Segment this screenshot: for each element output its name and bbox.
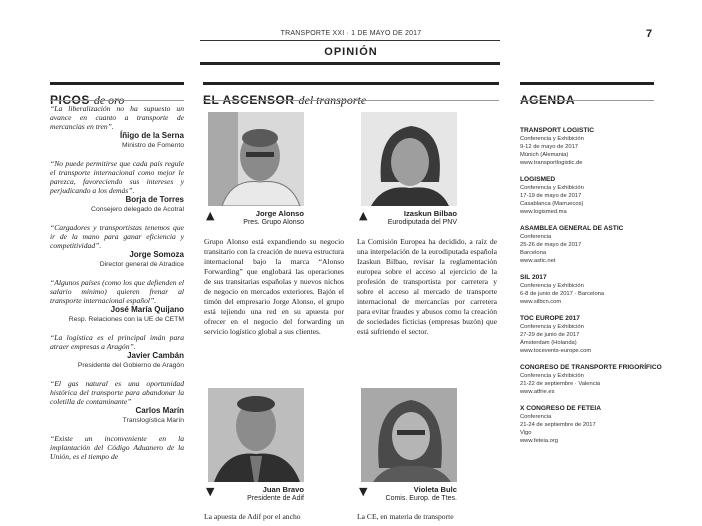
event-detail: 6-8 de junio de 2017 · Barcelona (520, 291, 605, 297)
event-detail: Conferencia y Exhibición (520, 373, 584, 379)
event-link[interactable]: www.atfrie.es (520, 389, 555, 395)
quote-item (50, 379, 184, 425)
publication-line: TRANSPORTE XXI · 1 DE MAYO DE 2017 (280, 30, 422, 37)
event-name: TRANSPORT LOGISTIC (520, 127, 594, 134)
article-text: La Comisión Europea ha decidido, a raíz de una interpelación de la eurodiputada española Izaskun Bilbao, revisar la reglamentación europea sobre el acceso al ejercicio de la profesión de transportista por carretera y sobre el acceso al mercado de transporte internacional de mercancías por carretera para evitar fraudes y abusos como la creación de sociedades ficticias (empresas buzón) que está sufriendo el sector. (357, 237, 497, 336)
event-detail: 25-26 de mayo de 2017 (520, 242, 582, 248)
page-number: 7 (646, 28, 653, 40)
quote-author: Borja de Torres (125, 195, 184, 204)
person-name: Juan Bravo (262, 485, 304, 494)
agenda-heading (520, 82, 654, 109)
izaskun-bilbao-photo (361, 112, 457, 206)
picos-quotes (50, 104, 184, 470)
event-detail: Barcelona (520, 250, 547, 256)
quote-author: José María Quijano (110, 305, 184, 314)
quote-role: Presidente del Gobierno de Aragón (77, 362, 184, 369)
person-role: Eurodiputada del PNV (387, 219, 457, 226)
event-name: CONGRESO DE TRANSPORTE FRIGORÍFICO (520, 364, 662, 371)
event-detail: Vigo (520, 430, 532, 436)
article-text: La CE, en materia de transporte (357, 512, 454, 521)
person-role: Presidente de Adif (247, 495, 304, 502)
agenda-event (520, 273, 680, 306)
quote-text: “La liberalización no ha supuesto un avance en cuanto a transporte de mercancías en tren”. (50, 104, 184, 131)
person-name: Jorge Alonso (255, 209, 304, 218)
event-detail: Múnich (Alemania) (520, 152, 569, 158)
violeta-bulc-photo (361, 388, 457, 482)
event-link[interactable]: www.transportlogistic.de (520, 160, 583, 166)
event-detail: Conferencia (520, 234, 552, 240)
person-name: Violeta Bulc (413, 485, 457, 494)
event-detail: 21-24 de septiembre de 2017 (520, 422, 596, 428)
agenda-rule (520, 100, 654, 101)
page-header (0, 0, 702, 70)
event-detail: Casablanca (Marruecos) (520, 201, 584, 207)
quote-author: Javier Cambán (127, 351, 184, 360)
event-detail: Conferencia (520, 414, 552, 420)
quote-item (50, 278, 184, 324)
arrow-down-icon: ▼ (206, 485, 215, 498)
event-detail: Conferencia y Exhibición (520, 283, 584, 289)
event-link[interactable]: www.silbcn.com (520, 299, 562, 305)
event-name: X CONGRESO DE FETEIA (520, 405, 601, 412)
agenda-event (520, 404, 680, 445)
header-rule-thick (200, 62, 500, 65)
quote-role: Consejero delegado de Acotral (91, 206, 184, 213)
jorge-alonso-photo (208, 112, 304, 206)
ascensor-rule (203, 100, 499, 101)
article-text: La apuesta de Adif por el ancho (204, 512, 301, 521)
event-name: SIL 2017 (520, 274, 547, 281)
event-detail: Ámsterdam (Holanda) (520, 340, 577, 346)
person-caption (373, 209, 457, 227)
quote-item (50, 223, 184, 269)
person-caption (373, 485, 457, 503)
quote-text: “El gas natural es una oportunidad histórica del transporte para abandonar la coletilla de contaminante” (50, 379, 184, 406)
article-text: Grupo Alonso está expandiendo su negocio transitario con la creación de nueva estructura internacional bajo la marca “Alonso Forwarding” que englobará las operaciones de sus transitarias españolas y nuevos nichos de negocio en mercados exteriores. Bajón el timón del empresario Jorge Alonso, el grupo está tejiendo una red en su apuesta por ofrecer en el negocio del forwarding un servicio logístico global a sus clientes. (204, 237, 344, 336)
person-name: Izaskun Bilbao (403, 209, 457, 218)
quote-role: Director general de Atradice (99, 261, 184, 268)
quote-text: “No puede permitirse que cada país regule el transporte internacional como mejor le parezca, favoreciendo sus intereses y perjudicando a los demás”. (50, 159, 184, 195)
event-detail: 27-29 de junio de 2017 (520, 332, 580, 338)
event-detail: 21-22 de septiembre · Valencia (520, 381, 601, 387)
quote-text: “Existe un inconveniente en la implantación del Código Aduanero de la Unión, es el tiempo de (50, 434, 184, 461)
arrow-up-icon: ▲ (359, 209, 368, 222)
person-caption (220, 485, 304, 503)
agenda-event (520, 175, 680, 216)
agenda-event (520, 126, 680, 167)
quote-text: “La logística es el principal imán para atraer empresas a Aragón”. (50, 333, 184, 351)
quote-item (50, 159, 184, 214)
quote-role: Translogística Marín (122, 417, 184, 424)
quote-text: “Cargadores y transportistas tenemos que ir de la mano para ganar eficiencia y competitividad”. (50, 223, 184, 250)
ascensor-heading (203, 82, 499, 109)
event-link[interactable]: www.feteia.org (520, 438, 559, 444)
event-name: TOC EUROPE 2017 (520, 315, 580, 322)
event-detail: 9-12 de mayo de 2017 (520, 144, 579, 150)
event-link[interactable]: www.logismed.ma (520, 209, 567, 215)
juan-bravo-photo (208, 388, 304, 482)
quote-author: Carlos Marín (135, 406, 184, 415)
event-detail: Conferencia y Exhibición (520, 324, 584, 330)
ascensor-title: EL ASCENSOR (203, 93, 295, 107)
quote-item (50, 333, 184, 370)
event-detail: Conferencia y Exhibición (520, 136, 584, 142)
picos-rule (50, 100, 184, 101)
arrow-down-icon: ▼ (359, 485, 368, 498)
event-name: ASAMBLEA GENERAL DE ASTIC (520, 225, 624, 232)
quote-text: “Algunos países (como los que defienden el salario mínimo) quieren frenar al transporte internacional español”. (50, 278, 184, 305)
agenda-list (520, 126, 680, 453)
agenda-event (520, 363, 680, 396)
quote-item (50, 104, 184, 150)
person-role: Comis. Europ. de Ttes. (385, 495, 457, 502)
section-title: OPINIÓN (324, 46, 378, 58)
agenda-event (520, 224, 680, 265)
quote-author: Jorge Somoza (129, 250, 184, 259)
agenda-title: AGENDA (520, 93, 576, 107)
event-name: LOGISMED (520, 176, 556, 183)
arrow-up-icon: ▲ (206, 209, 215, 222)
quote-role: Ministro de Fomento (122, 142, 184, 149)
quote-author: Íñigo de la Serna (119, 131, 184, 140)
event-detail: Conferencia y Exhibición (520, 185, 584, 191)
picos-title: PICOS (50, 93, 90, 107)
event-link[interactable]: www.tocevents-europe.com (520, 348, 592, 354)
quote-item (50, 434, 184, 461)
header-rule (200, 40, 500, 41)
quote-role: Resp. Relaciones con la UE de CETM (68, 316, 184, 323)
agenda-event (520, 314, 680, 355)
event-link[interactable]: www.astic.net (520, 258, 556, 264)
person-role: Pres. Grupo Alonso (243, 219, 304, 226)
person-caption (220, 209, 304, 227)
ascensor-subtitle: del transporte (298, 93, 367, 107)
picos-subtitle: de oro (93, 93, 125, 107)
event-detail: 17-19 de mayo de 2017 (520, 193, 582, 199)
